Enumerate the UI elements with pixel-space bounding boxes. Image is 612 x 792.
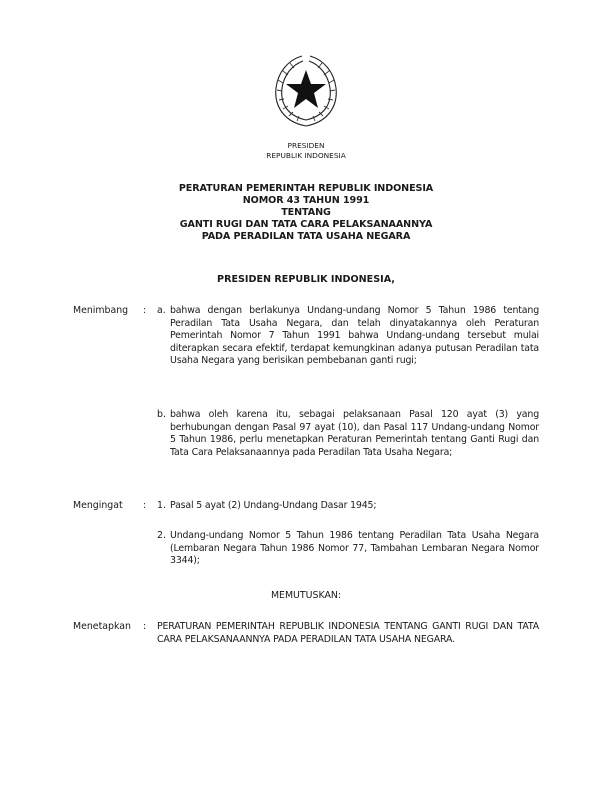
menetapkan-text: PERATURAN PEMERINTAH REPUBLIK INDONESIA TENTANG GANTI RUGI DAN TATA CARA PELAKSANAANNYA PADA PERADILAN TATA USAHA NEGARA.: [157, 621, 539, 645]
mengingat-marker-1: 1.: [157, 500, 166, 511]
title-line-2: NOMOR 43 TAHUN 1991: [242, 195, 370, 206]
title-line-5: PADA PERADILAN TATA USAHA NEGARA: [201, 231, 411, 242]
preamble-heading: PRESIDEN REPUBLIK INDONESIA,: [217, 274, 395, 285]
mengingat-item-1: Pasal 5 ayat (2) Undang-Undang Dasar 1945;: [170, 500, 377, 511]
menimbang-item-a: bahwa dengan berlakunya Undang-undang Nomor 5 Tahun 1986 tentang Peradilan Tata Usaha Negara, dan telah dinyatakannya oleh Peraturan Pemerintah Nomor 7 Tahun 1991 bahwa Undang-undang tersebut mulai diterapkan secara efektif, terdapat kemungkinan adanya putusan Peradilan tata Usaha Negara yang berisikan pembebanan ganti rugi;: [170, 305, 539, 367]
emblem-caption-presiden: PRESIDEN: [287, 141, 325, 150]
menimbang-colon: :: [143, 305, 147, 316]
menimbang-marker-a: a.: [157, 305, 166, 316]
memutuskan-heading: MEMUTUSKAN:: [270, 590, 342, 601]
garuda-star-emblem-icon: [270, 50, 342, 130]
menetapkan-colon: :: [143, 621, 147, 632]
title-line-4: GANTI RUGI DAN TATA CARA PELAKSANAANNYA: [179, 219, 433, 230]
menimbang-label: Menimbang: [73, 305, 129, 316]
mengingat-colon: :: [143, 500, 147, 511]
title-line-1: PERATURAN PEMERINTAH REPUBLIK INDONESIA: [178, 183, 434, 194]
mengingat-item-2: Undang-undang Nomor 5 Tahun 1986 tentang Peradilan Tata Usaha Negara (Lembaran Negara Tahun 1986 Nomor 77, Tambahan Lembaran Negara Nomor 3344);: [170, 530, 539, 567]
mengingat-label: Mengingat: [73, 500, 123, 511]
menetapkan-label: Menetapkan: [73, 621, 131, 632]
title-line-3: TENTANG: [281, 207, 331, 218]
emblem-caption-republik: REPUBLIK INDONESIA: [266, 151, 346, 160]
mengingat-marker-2: 2.: [157, 530, 166, 541]
menimbang-marker-b: b.: [157, 409, 166, 420]
menimbang-item-b: bahwa oleh karena itu, sebagai pelaksanaan Pasal 120 ayat (3) yang berhubungan dengan Pasal 97 ayat (10), dan Pasal 117 Undang-undang Nomor 5 Tahun 1986, perlu menetapkan Peraturan Pemerintah tentang Ganti Rugi dan Tata Cara Pelaksanaannya pada Peradilan Tata Usaha Negara;: [170, 409, 539, 458]
